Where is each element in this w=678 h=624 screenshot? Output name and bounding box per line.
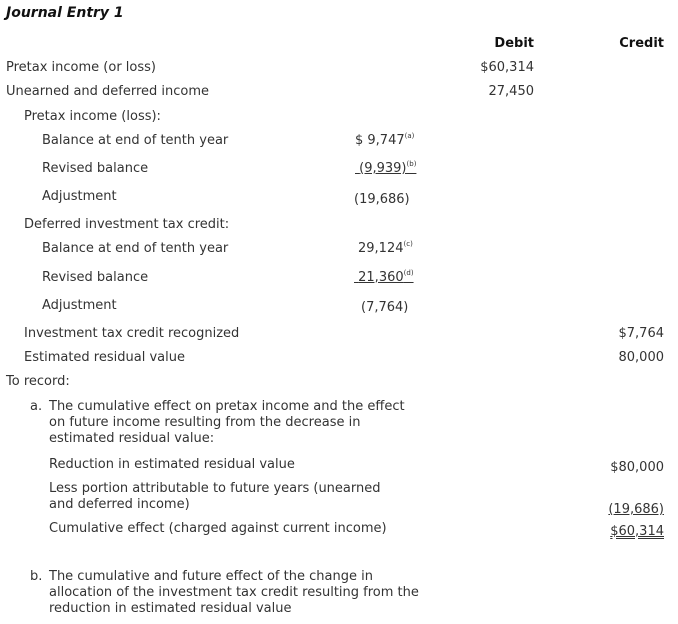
pi-balance-note: (a) <box>404 132 415 140</box>
note-a-marker: a. <box>30 399 43 414</box>
pretax-income-debit: $60,314 <box>480 60 534 75</box>
pi-revised-note: (b) <box>406 160 417 168</box>
note-a-item-reduction-label: Reduction in estimated residual value <box>49 457 295 472</box>
ditc-revised-note: (d) <box>403 269 414 277</box>
ditc-revised-amount: 21,360$^{(d)}$ <box>358 269 414 285</box>
residual-value-credit: 80,000 <box>618 350 664 365</box>
ditc-group-label: Deferred investment tax credit: <box>24 217 230 232</box>
pi-revised-amount: $(9,939)^{(b)}$ <box>359 160 417 176</box>
pretax-group-label: Pretax income (loss): <box>24 109 161 124</box>
pi-adjustment-label: Adjustment <box>42 189 117 204</box>
note-a-item-less-label: Less portion attributable to future years (unearned and deferred income) <box>49 481 381 512</box>
pi-balance-label: Balance at end of tenth year <box>42 133 229 148</box>
unearned-income-label: Unearned and deferred income <box>6 84 210 99</box>
residual-value-label: Estimated residual value <box>24 350 185 365</box>
note-a-item-cumulative-label: Cumulative effect (charged against current income) <box>49 521 387 536</box>
ditc-adjustment-label: Adjustment <box>42 298 117 313</box>
note-a-item-cumulative-amount: $60,314 <box>610 524 664 539</box>
note-a-item-reduction-amount: $80,000 <box>610 460 664 475</box>
ditc-balance-label: Balance at end of tenth year <box>42 241 229 256</box>
ditc-revised-label: Revised balance <box>42 270 149 285</box>
itc-recognized-credit: $7,764 <box>618 326 664 341</box>
pi-adjustment-amount: (19,686) <box>354 192 410 207</box>
note-b-text: The cumulative and future effect of the change in allocation of the investment tax credit resulting from the reduction in estimated residual value <box>49 569 419 616</box>
unearned-income-debit: 27,450 <box>488 84 534 99</box>
pi-balance-amount: $ 9,747$^{(a)}$ <box>355 132 415 148</box>
pi-revised-label: Revised balance <box>42 161 149 176</box>
pretax-income-label: Pretax income (or loss) <box>6 60 156 75</box>
note-a-text: The cumulative effect on pretax income and the effect on future income resulting from the decrease in estimated residual value: <box>49 399 405 446</box>
ditc-adjustment-amount: (7,764) <box>361 300 409 315</box>
note-b-marker: b. <box>30 569 43 584</box>
to-record-label: To record: <box>6 374 70 389</box>
ditc-balance-note: (c) <box>403 240 413 248</box>
ditc-balance-amount: 29,124$^{(c)}$ <box>358 240 413 256</box>
note-a-item-less-amount: (19,686) <box>608 502 664 517</box>
debit-header: Debit <box>494 36 534 51</box>
credit-header: Credit <box>619 36 664 51</box>
journal-entry-title: Journal Entry 1 <box>6 5 124 21</box>
itc-recognized-label: Investment tax credit recognized <box>24 326 240 341</box>
